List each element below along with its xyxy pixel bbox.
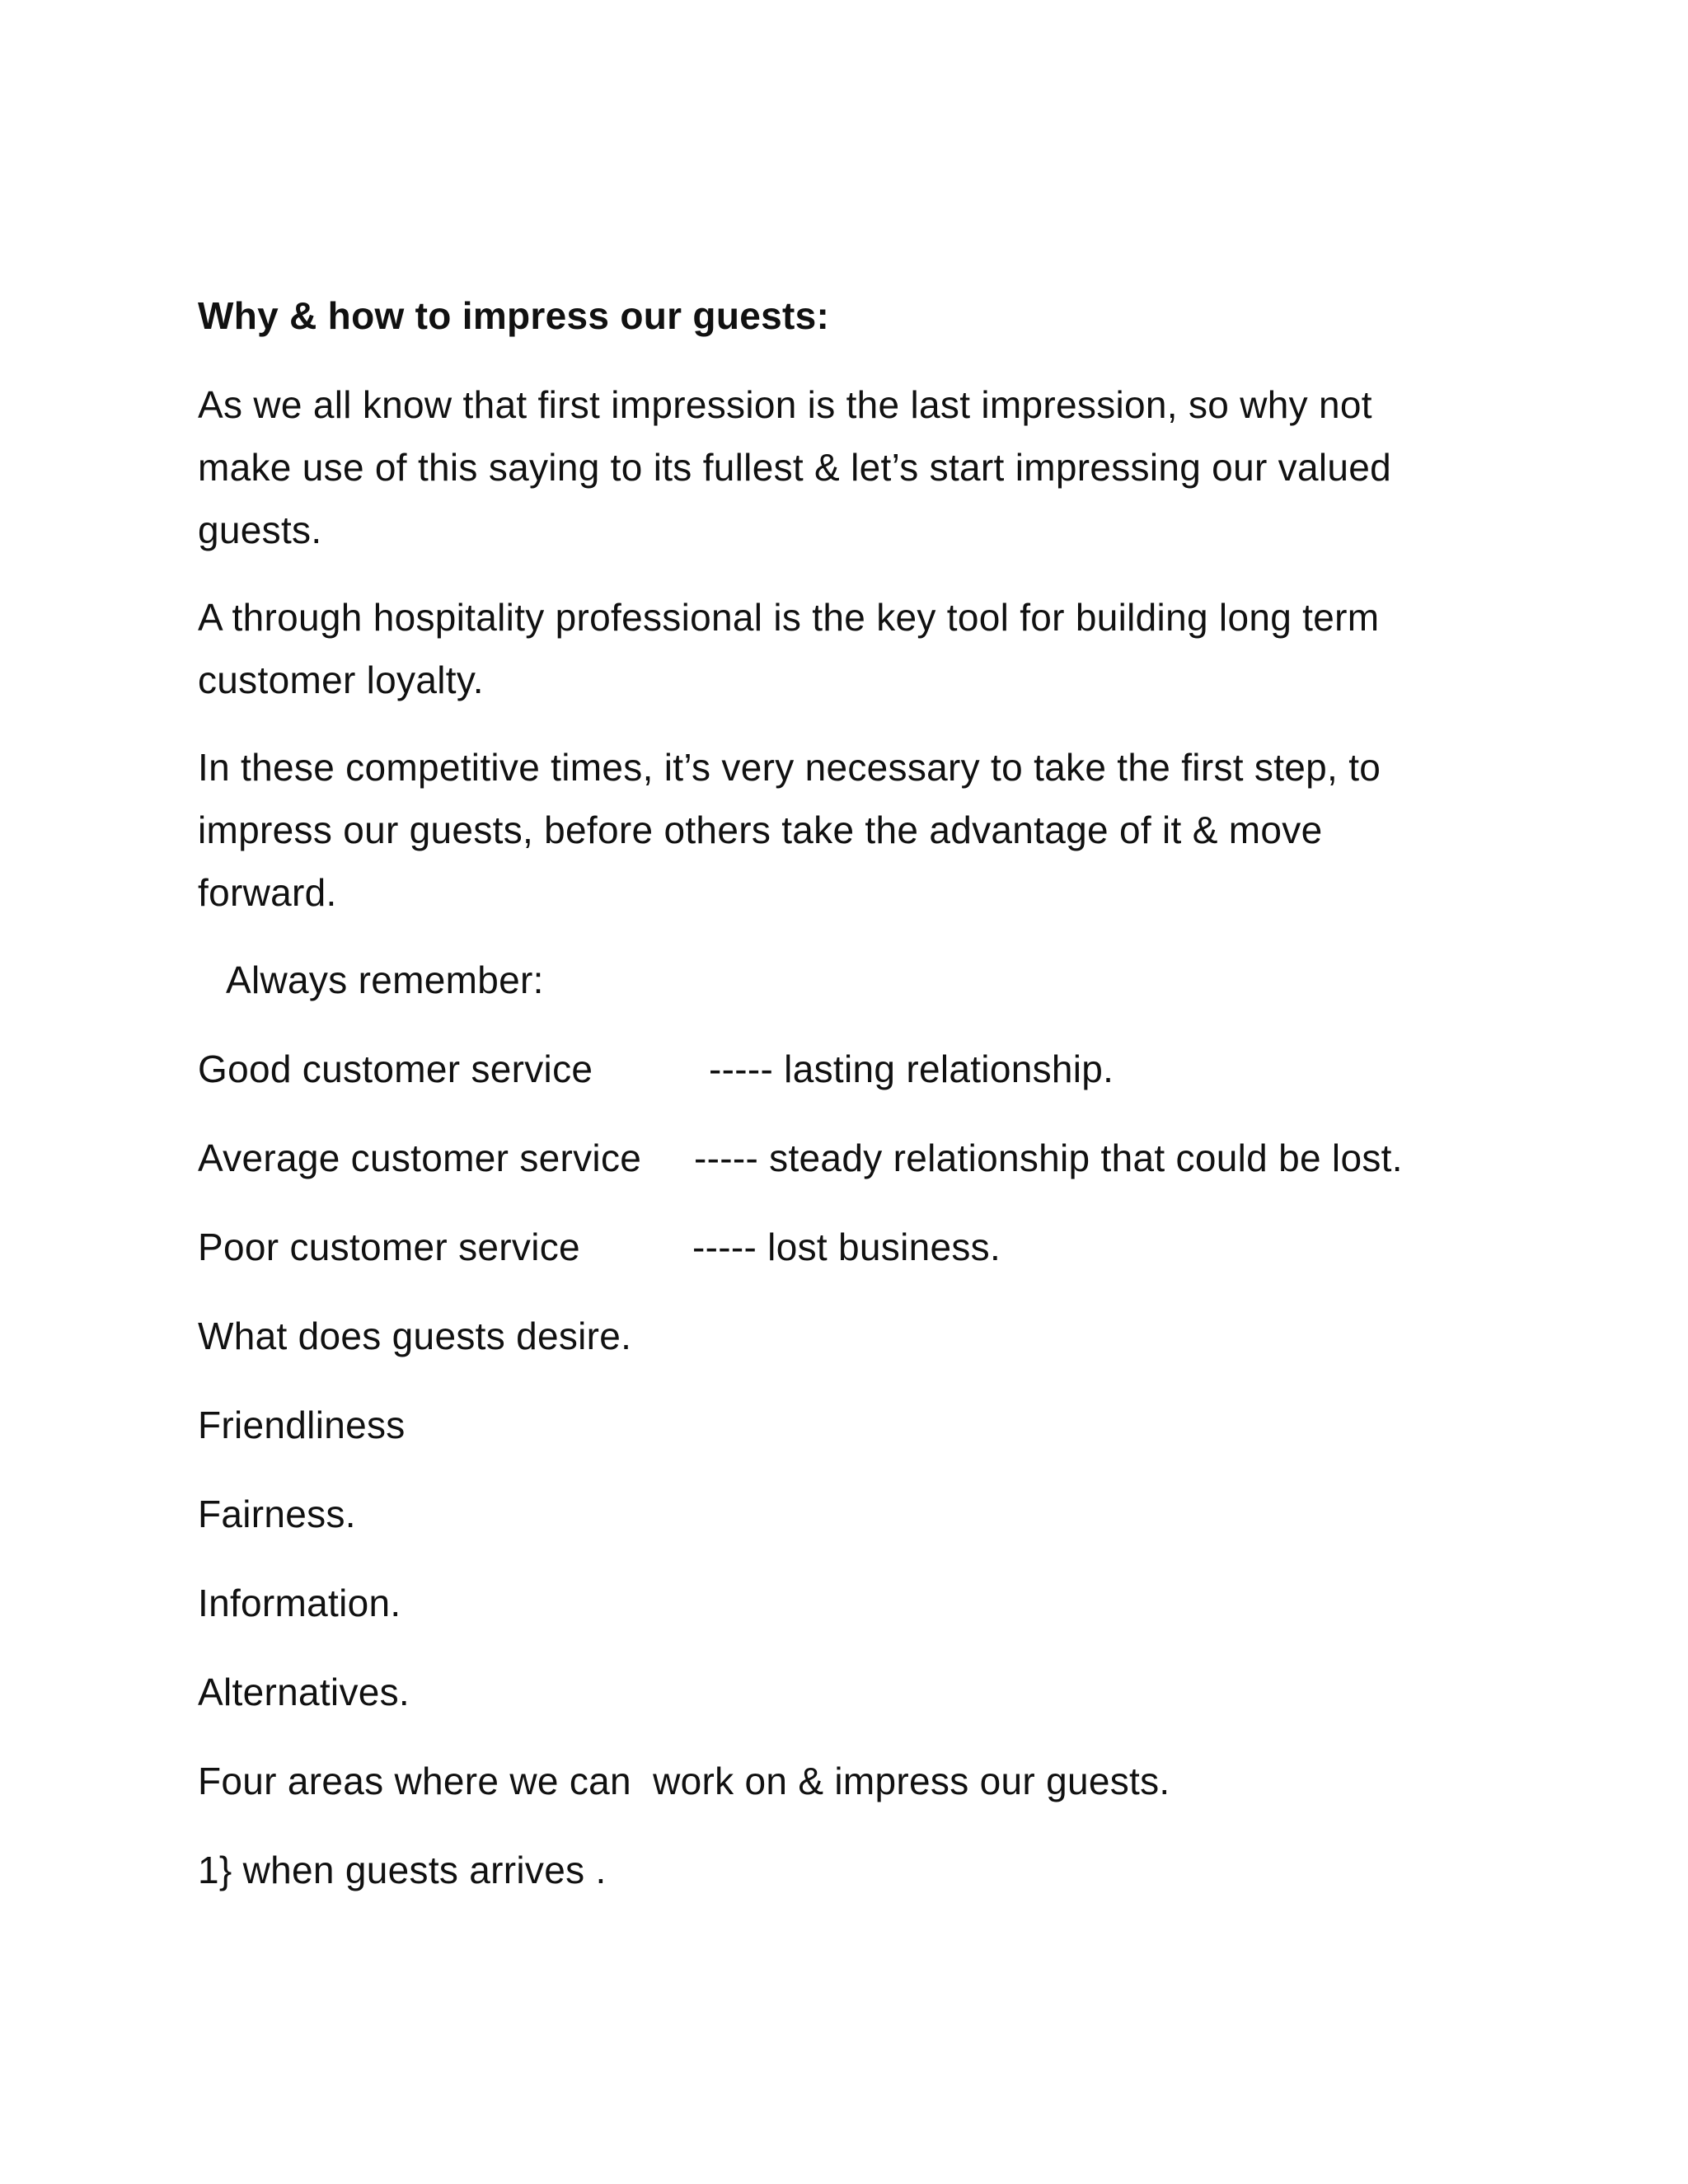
document-heading: Why & how to impress our guests: [198, 294, 830, 337]
competition-line: forward. [198, 871, 337, 914]
competition-line: impress our guests, before others take the advantage of it & move [198, 808, 1323, 851]
desire-item: Information. [198, 1582, 401, 1624]
document-body [198, 284, 1484, 1928]
service-level-label: Average customer service [198, 1137, 642, 1179]
service-level-result: ----- lost business. [692, 1226, 1001, 1268]
loyalty-line: customer loyalty. [198, 658, 484, 701]
loyalty-line: A through hospitality professional is the key tool for building long term [198, 596, 1380, 639]
areas-heading: Four areas where we can work on & impress our guests. [198, 1760, 1170, 1802]
desire-item: Alternatives. [198, 1671, 410, 1713]
intro-line: make use of this saying to its fullest & let’s start impressing our valued [198, 446, 1391, 489]
service-level-result: ----- steady relationship that could be lost. [694, 1137, 1403, 1179]
service-level-label: Good customer service [198, 1047, 593, 1090]
competition-line: In these competitive times, it’s very necessary to take the first step, to [198, 746, 1381, 789]
service-level-label: Poor customer service [198, 1226, 580, 1268]
service-level-result: ----- lasting relationship. [709, 1047, 1114, 1090]
service-level-row [198, 1216, 1484, 1278]
service-level-row [198, 1127, 1484, 1189]
intro-line: As we all know that first impression is the last impression, so why not [198, 383, 1372, 426]
desires-heading: What does guests desire. [198, 1315, 632, 1357]
desire-item: Friendliness [198, 1404, 406, 1446]
service-level-row [198, 1038, 1484, 1100]
remember-label: Always remember: [226, 958, 544, 1001]
intro-paragraph [198, 373, 1484, 561]
first-area-item: 1} when guests arrives . [198, 1849, 607, 1891]
competition-paragraph [198, 736, 1484, 924]
loyalty-paragraph [198, 586, 1484, 711]
desire-item: Fairness. [198, 1493, 356, 1535]
intro-line: guests. [198, 509, 322, 551]
